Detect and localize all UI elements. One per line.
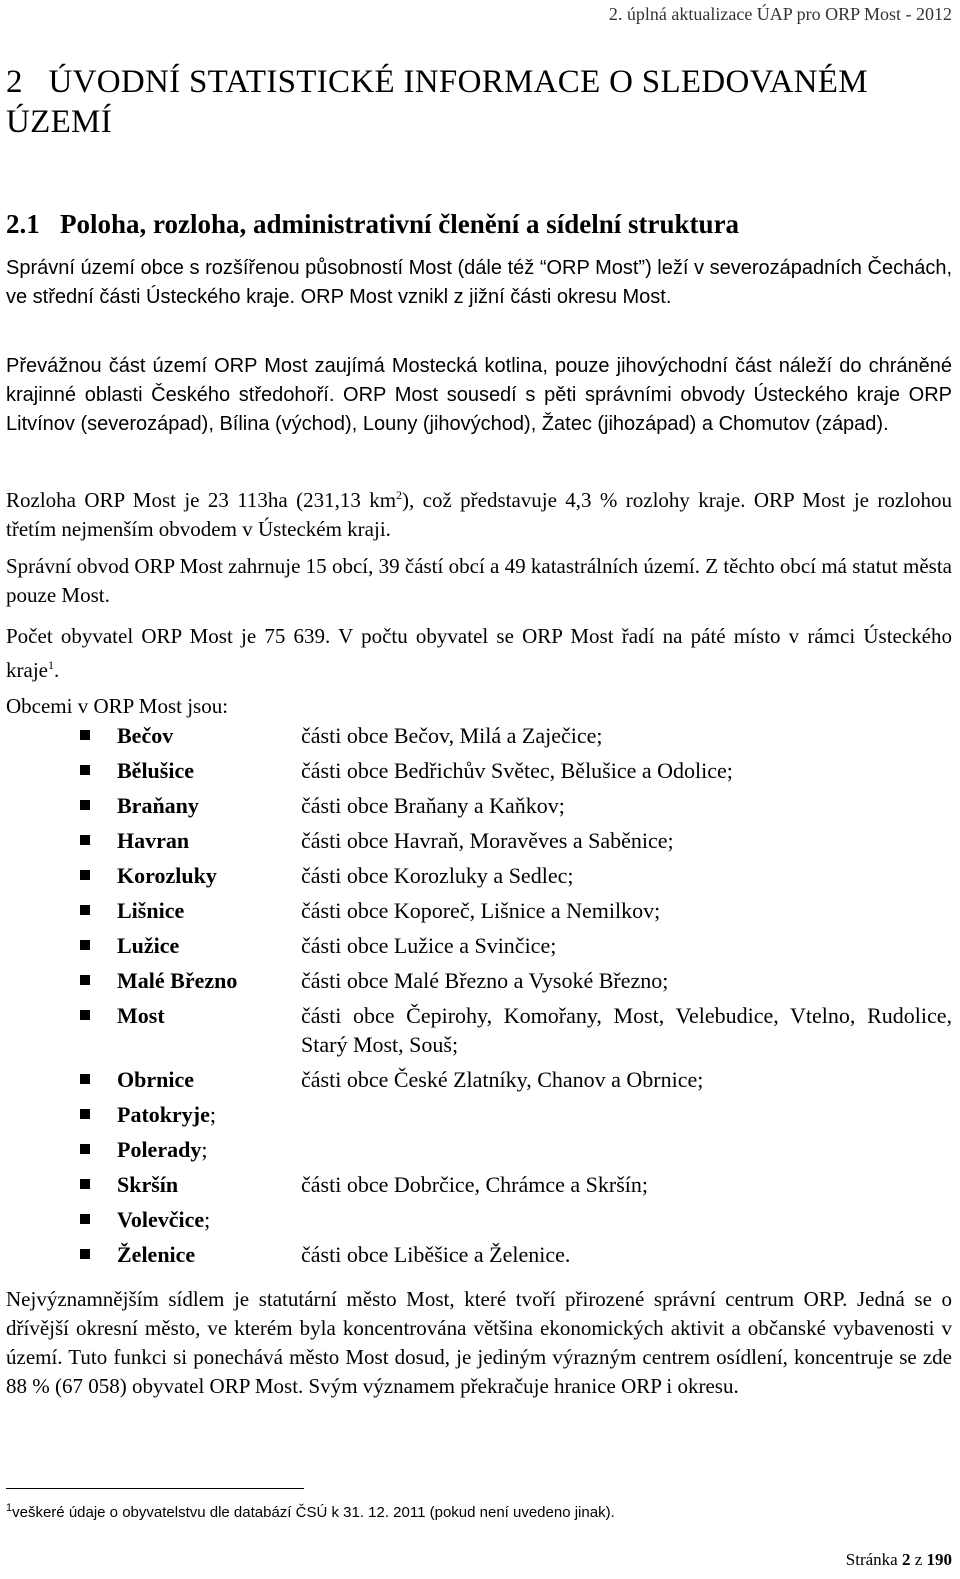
list-item <box>0 861 960 896</box>
municipality-name <box>117 1100 216 1129</box>
square-bullet-icon <box>80 1144 90 1154</box>
square-bullet-icon <box>80 1010 90 1020</box>
chapter-heading <box>6 62 946 142</box>
page-current: 2 <box>901 1550 911 1569</box>
paragraph-summary: Nejvýznamnějším sídlem je statutární město Most, které tvoří přirozené správní centrum ORP. Jedná se o dřívější okresní město, ve kterém byla koncentrována většina ekonomických aktivit a občanské vybavenosti v území. Tuto funkci si ponechává město Most dosud, je jediným výrazným centrem osídlení, koncentruje se zde 88 % (67 058) obyvatel ORP Most. Svým významem překračuje hranice ORP i okresu. <box>6 1287 952 1398</box>
municipality-suffix: ; <box>209 1102 216 1127</box>
municipality-name <box>117 1001 165 1030</box>
municipality-name-text: Patokryje <box>117 1102 210 1127</box>
list-item <box>0 1205 960 1240</box>
list-item <box>0 896 960 931</box>
municipality-suffix: ; <box>201 1137 208 1162</box>
page-total: 190 <box>926 1550 952 1569</box>
municipality-name-text: Braňany <box>117 793 199 818</box>
municipality-name <box>117 931 179 960</box>
list-item <box>0 1001 960 1065</box>
list-item <box>0 1240 960 1275</box>
municipality-parts: části obce Koporeč, Lišnice a Nemilkov; <box>301 898 661 923</box>
list-item <box>0 791 960 826</box>
list-intro: Obcemi v ORP Most jsou: <box>6 694 229 718</box>
municipality-name <box>117 1205 210 1234</box>
municipality-parts: části obce Havraň, Moravěves a Saběnice; <box>301 828 674 853</box>
page-sep: z <box>914 1550 923 1569</box>
municipality-name <box>117 791 199 820</box>
square-bullet-icon <box>80 1179 90 1189</box>
square-bullet-icon <box>80 975 90 985</box>
municipality-name-text: Obrnice <box>117 1067 194 1092</box>
municipality-name <box>117 756 194 785</box>
list-item <box>0 756 960 791</box>
municipality-name-text: Havran <box>117 828 190 853</box>
municipality-parts: části obce Lužice a Svinčice; <box>301 933 557 958</box>
square-bullet-icon <box>80 905 90 915</box>
area-text-start: Rozloha ORP Most je 23 113ha (231,13 km <box>6 488 397 512</box>
square-bullet-icon <box>80 1074 90 1084</box>
municipality-name-text: Skršín <box>117 1172 179 1197</box>
list-item <box>0 1065 960 1100</box>
municipality-name-text: Lišnice <box>117 898 185 923</box>
municipality-name-text: Polerady <box>117 1137 202 1162</box>
chapter-title: ÚVODNÍ STATISTICKÉ INFORMACE O SLEDOVANÉM ÚZEMÍ <box>6 64 868 140</box>
square-bullet-icon <box>80 800 90 810</box>
municipality-name <box>117 896 184 925</box>
list-item <box>0 1100 960 1135</box>
square-bullet-icon <box>80 870 90 880</box>
municipality-parts: části obce Bedřichův Světec, Bělušice a Odolice; <box>301 758 733 783</box>
square-bullet-icon <box>80 730 90 740</box>
square-bullet-icon <box>80 940 90 950</box>
municipality-name-text: Malé Březno <box>117 968 238 993</box>
municipality-parts: části obce Čepirohy, Komořany, Most, Velebudice, Vtelno, Rudolice, Starý Most, Souš; <box>301 1003 952 1057</box>
municipality-name-text: Volevčice <box>117 1207 205 1232</box>
municipality-name-text: Most <box>117 1003 165 1028</box>
square-bullet-icon <box>80 1249 90 1259</box>
municipality-name <box>117 721 173 750</box>
municipality-parts: části obce Malé Březno a Vysoké Březno; <box>301 968 669 993</box>
square-bullet-icon <box>80 765 90 775</box>
municipality-parts: části obce Braňany a Kaňkov; <box>301 793 565 818</box>
paragraph-location: Správní území obce s rozšířenou působností Most (dále též “ORP Most”) leží v severozápadních Čechách, ve střední části Ústeckého kraje. ORP Most vznikl z jižní části okresu Most. <box>6 257 952 308</box>
list-item <box>0 721 960 756</box>
population-text: Počet obyvatel ORP Most je 75 639. V počtu obyvatel se ORP Most řadí na páté místo v rámci Ústeckého kraje <box>6 624 952 682</box>
municipality-parts: části obce České Zlatníky, Chanov a Obrnice; <box>301 1067 704 1092</box>
running-header: 2. úplná aktualizace ÚAP pro ORP Most - 2012 <box>608 4 952 24</box>
footnote-mark: 1 <box>6 1502 13 1514</box>
area-text-end: ), což představuje 4,3 % rozlohy kraje. ORP Most je rozlohou třetím nejmenším obvodem v Ústeckém kraji. <box>6 488 952 541</box>
square-bullet-icon <box>80 1214 90 1224</box>
list-item <box>0 1170 960 1205</box>
municipality-name <box>117 966 237 995</box>
municipality-parts: části obce Liběšice a Želenice. <box>301 1242 571 1267</box>
page-label: Stránka <box>845 1550 898 1569</box>
municipality-name-text: Korozluky <box>117 863 217 888</box>
municipality-name <box>117 1170 178 1199</box>
paragraph-municipality-count: Správní obvod ORP Most zahrnuje 15 obcí, 39 částí obcí a 49 katastrálních území. Z těchto obcí má statut města pouze Most. <box>6 554 952 607</box>
municipality-name <box>117 1065 194 1094</box>
population-text-end: . <box>53 658 60 682</box>
page-number <box>846 1550 952 1570</box>
section-heading <box>6 206 739 242</box>
municipality-name-text: Bělušice <box>117 758 194 783</box>
paragraph-population <box>6 622 952 685</box>
municipality-name <box>117 1135 207 1164</box>
footnote-reference[interactable]: 1 <box>47 658 54 672</box>
list-item <box>0 966 960 1001</box>
list-item <box>0 931 960 966</box>
municipality-name <box>117 1240 195 1269</box>
chapter-number: 2 <box>6 64 23 100</box>
municipality-suffix: ; <box>204 1207 211 1232</box>
footnote <box>6 1502 615 1521</box>
square-bullet-icon <box>80 835 90 845</box>
municipality-parts: části obce Bečov, Milá a Zaječice; <box>301 723 603 748</box>
footnote-text: veškeré údaje o obyvatelstvu dle databází ČSÚ k 31. 12. 2011 (pokud není uvedeno jinak). <box>12 1504 615 1521</box>
municipality-parts: části obce Korozluky a Sedlec; <box>301 863 574 888</box>
municipality-list <box>0 721 960 1275</box>
municipality-name <box>117 861 217 890</box>
section-number: 2.1 <box>6 209 40 239</box>
list-item <box>0 826 960 861</box>
municipality-parts: části obce Dobrčice, Chrámce a Skršín; <box>301 1172 648 1197</box>
square-bullet-icon <box>80 1109 90 1119</box>
municipality-name <box>117 826 189 855</box>
list-item <box>0 1135 960 1170</box>
superscript-two: 2 <box>396 488 403 502</box>
municipality-name-text: Želenice <box>117 1242 196 1267</box>
section-title: Poloha, rozloha, administrativní členění a sídelní struktura <box>60 209 740 239</box>
footnote-divider <box>6 1488 304 1489</box>
municipality-name-text: Lužice <box>117 933 180 958</box>
paragraph-geography: Převážnou část území ORP Most zaujímá Mostecká kotlina, pouze jihovýchodní část náleží do chráněné krajinné oblasti Českého středohoří. ORP Most sousedí s pěti správními obvody Ústeckého kraje ORP Litvínov (severozápad), Bílina (východ), Louny (jihovýchod), Žatec (jihozápad) a Chomutov (západ). <box>6 355 952 435</box>
municipality-name-text: Bečov <box>117 723 174 748</box>
paragraph-area <box>6 481 952 544</box>
